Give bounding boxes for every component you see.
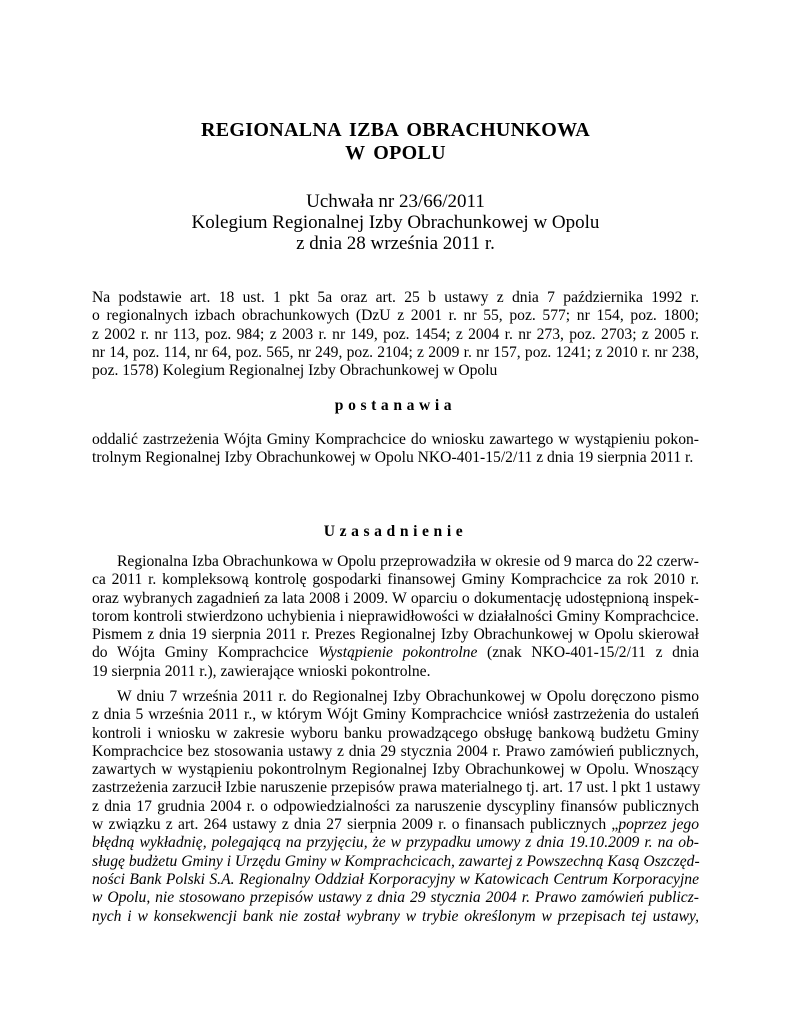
text-line (92, 644, 699, 662)
quote-line: nych i w konsekwencji bank nie został wybrany w trybie określonym w przepisach tej ustawy, (92, 907, 699, 925)
decision-text (92, 431, 699, 468)
text-line: oraz wybranych zagadnień za lata 2008 i 2009. W oparciu o dokumentację udostępnioną inspek- (92, 589, 699, 607)
quote-line: błędną wykładnię, polegającą na przyjęciu, że w przypadku umowy z dnia 19.10.2009 r. na ob- (92, 834, 699, 852)
text-line: 19 sierpnia 2011 r.), zawierające wnioski pokontrolne. (92, 662, 431, 680)
text-line: Regionalna Izba Obrachunkowa w Opolu przeprowadziła w okresie od 9 marca do 22 czerw- (117, 553, 699, 570)
organization-name: REGIONALNA IZBA OBRACHUNKOWA (201, 119, 590, 141)
decides-heading: postanawia (334, 397, 457, 414)
quote-line: w Opolu, nie stosowano przepisów ustawy z dnia 29 stycznia 2004 r. Prawo zamówień publicz- (92, 889, 699, 907)
resolution-number: Uchwała nr 23/66/2011 (306, 191, 485, 212)
line-text: w związku z art. 264 ustawy z dnia 27 sierpnia 2009 r. o finansach publicznych „ (92, 816, 619, 834)
quote-line: ności Bank Polski S.A. Regionalny Oddział Korporacyjny w Katowicach Centrum Korporacyjne (92, 870, 699, 888)
quote-italic: poprzez jego (618, 816, 700, 834)
document-title-italic: Wystąpienie pokontrolne (318, 644, 478, 662)
text-line: oddalić zastrzeżenia Wójta Gminy Komprachcice do wniosku zawartego w wystąpieniu pokon- (92, 431, 699, 448)
organization-city: W OPOLU (345, 142, 446, 164)
line-text: do Wójta Gminy Komprachcice (92, 644, 319, 662)
text-line: Na podstawie art. 18 ust. 1 pkt 5a oraz art. 25 b ustawy z dnia 7 października 1992 r. (92, 289, 699, 306)
text-line: ca 2011 r. kompleksową kontrolę gospodarki finansowej Gminy Komprachcice za rok 2010 r. (92, 571, 699, 589)
text-line: zastrzeżenia zarzucił Izbie naruszenie przepisów prawa materialnego tj. art. 17 ust. l pkt 1 ustawy (92, 779, 701, 797)
text-line: Pismem z dnia 19 sierpnia 2011 r. Prezes Regionalnej Izby Obrachunkowej w Opolu skierował (92, 626, 699, 644)
text-line: torom kontroli stwierdzono uchybienia i nieprawidłowości w działalności Gminy Komprachcice. (92, 607, 699, 625)
justification-paragraph-1 (92, 553, 699, 681)
issuing-body: Kolegium Regionalnej Izby Obrachunkowej w Opolu (191, 212, 600, 233)
text-line: poz. 1578) Kolegium Regionalnej Izby Obrachunkowej w Opolu (92, 362, 498, 380)
justification-paragraph-2 (92, 688, 699, 926)
justification-heading: Uzasadnienie (323, 523, 468, 540)
text-line: zawartych w wystąpieniu pokontrolnym Regionalnej Izby Obrachunkowej w Opolu. Wnoszący (92, 761, 699, 779)
legal-basis (92, 289, 699, 380)
text-line: kontroli i wniosku w zakresie wyboru banku prowadzącego obsługę bankową budżetu Gminy (92, 724, 699, 742)
quote-line: sługę budżetu Gminy i Urzędu Gminy w Komprachcicach, zawartej z Powszechną Kasą Oszczęd- (92, 852, 700, 870)
text-line: W dniu 7 września 2011 r. do Regionalnej Izby Obrachunkowej w Opolu doręczono pismo (117, 688, 699, 705)
text-line: nr 14, poz. 114, nr 64, poz. 565, nr 249, poz. 2104; z 2009 r. nr 157, poz. 1241; z 2010 r. nr 238, (92, 343, 699, 361)
resolution-date: z dnia 28 września 2011 r. (296, 233, 495, 254)
text-line: Komprachcice bez stosowania ustawy z dnia 29 stycznia 2004 r. Prawo zamówień publicznych, (92, 742, 699, 760)
text-line: o regionalnych izbach obrachunkowych (DzU z 2001 r. nr 55, poz. 577; nr 154, poz. 1800; (92, 307, 699, 325)
text-line: z 2002 r. nr 113, poz. 984; z 2003 r. nr 149, poz. 1454; z 2004 r. nr 273, poz. 2703; z 2005 r. (92, 325, 699, 343)
line-text: (znak NKO-401-15/2/11 z dnia (477, 644, 699, 662)
text-line (92, 816, 699, 834)
text-line: z dnia 17 grudnia 2004 r. o odpowiedzialności za naruszenie dyscypliny finansów publicznych (92, 797, 699, 815)
text-line: z dnia 5 września 2011 r., w którym Wójt Gminy Komprachcice wniósł zastrzeżenia do ustaleń (92, 706, 699, 724)
text-line: trolnym Regionalnej Izby Obrachunkowej w Opolu NKO-401-15/2/11 z dnia 19 sierpnia 2011 r. (92, 449, 694, 467)
